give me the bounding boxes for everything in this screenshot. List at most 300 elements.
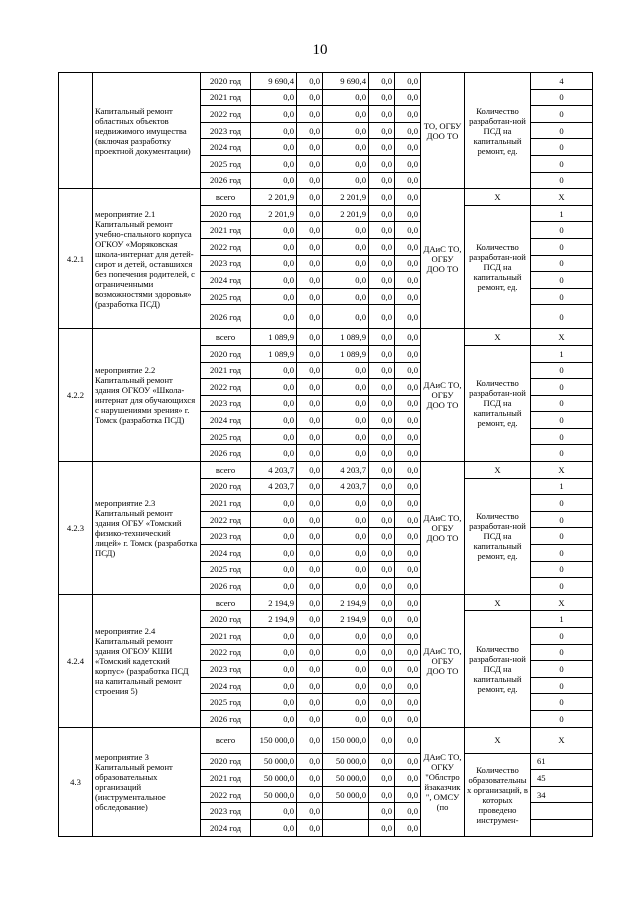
federal-value: 0,0 bbox=[297, 578, 323, 595]
year-cell: всего bbox=[201, 329, 251, 346]
local-value: 0,0 bbox=[369, 205, 395, 222]
year-cell: 2022 год bbox=[201, 511, 251, 528]
local-value: 0,0 bbox=[369, 495, 395, 512]
local-value: 0,0 bbox=[369, 478, 395, 495]
year-cell: 2023 год bbox=[201, 255, 251, 272]
other-value: 0,0 bbox=[395, 205, 421, 222]
local-value: 0,0 bbox=[369, 155, 395, 172]
target-value: 0 bbox=[531, 255, 593, 272]
federal-value: 0,0 bbox=[297, 819, 323, 836]
federal-value: 0,0 bbox=[297, 255, 323, 272]
total-value: 0,0 bbox=[251, 445, 297, 462]
total-value: 1 089,9 bbox=[251, 345, 297, 362]
year-cell: 2022 год bbox=[201, 644, 251, 661]
local-value: 0,0 bbox=[369, 122, 395, 139]
regional-value: 0,0 bbox=[323, 89, 369, 106]
year-cell: 2026 год bbox=[201, 445, 251, 462]
local-value: 0,0 bbox=[369, 106, 395, 123]
federal-value: 0,0 bbox=[297, 305, 323, 329]
local-value: 0,0 bbox=[369, 561, 395, 578]
target-value: 0 bbox=[531, 428, 593, 445]
target-value bbox=[531, 803, 593, 820]
regional-value: 0,0 bbox=[323, 172, 369, 189]
regional-value: 0,0 bbox=[323, 578, 369, 595]
federal-value: 0,0 bbox=[297, 677, 323, 694]
indicator-x: Х bbox=[465, 189, 531, 206]
item-number: 4.2.4 bbox=[59, 594, 93, 727]
federal-value: 0,0 bbox=[297, 345, 323, 362]
total-value: 0,0 bbox=[251, 803, 297, 820]
other-value: 0,0 bbox=[395, 495, 421, 512]
year-cell: всего bbox=[201, 462, 251, 479]
year-cell: 2020 год bbox=[201, 345, 251, 362]
total-value: 0,0 bbox=[251, 511, 297, 528]
item-name: Капитальный ремонт областных объектов недвижимого имущества (включая разработку проектной документации) bbox=[93, 73, 201, 189]
total-value: 0,0 bbox=[251, 819, 297, 836]
federal-value: 0,0 bbox=[297, 412, 323, 429]
other-value: 0,0 bbox=[395, 786, 421, 803]
federal-value: 0,0 bbox=[297, 511, 323, 528]
other-value: 0,0 bbox=[395, 661, 421, 678]
item-name: мероприятие 2.3 Капитальный ремонт здания ОГБУ «Томский физико-технический лицей» г. Томск (разработка ПСД) bbox=[93, 462, 201, 595]
other-value: 0,0 bbox=[395, 272, 421, 289]
federal-value: 0,0 bbox=[297, 288, 323, 305]
target-value: 4 bbox=[531, 73, 593, 90]
regional-value: 0,0 bbox=[323, 255, 369, 272]
total-value: 50 000,0 bbox=[251, 753, 297, 770]
target-value: 0 bbox=[531, 628, 593, 645]
year-cell: 2020 год bbox=[201, 611, 251, 628]
regional-value: 0,0 bbox=[323, 428, 369, 445]
federal-value: 0,0 bbox=[297, 661, 323, 678]
year-cell: 2026 год bbox=[201, 710, 251, 727]
total-value: 0,0 bbox=[251, 561, 297, 578]
regional-value: 0,0 bbox=[323, 106, 369, 123]
other-value: 0,0 bbox=[395, 106, 421, 123]
target-value: 1 bbox=[531, 611, 593, 628]
local-value: 0,0 bbox=[369, 770, 395, 787]
regional-value: 0,0 bbox=[323, 222, 369, 239]
target-value: 1 bbox=[531, 478, 593, 495]
target-value: 0 bbox=[531, 661, 593, 678]
federal-value: 0,0 bbox=[297, 770, 323, 787]
year-cell: 2024 год bbox=[201, 139, 251, 156]
other-value: 0,0 bbox=[395, 803, 421, 820]
year-row bbox=[59, 73, 593, 90]
federal-value: 0,0 bbox=[297, 495, 323, 512]
local-value: 0,0 bbox=[369, 73, 395, 90]
year-cell: 2021 год bbox=[201, 628, 251, 645]
total-value: 0,0 bbox=[251, 272, 297, 289]
year-cell: 2021 год bbox=[201, 770, 251, 787]
item-number: 4.2.2 bbox=[59, 329, 93, 462]
other-value: 0,0 bbox=[395, 628, 421, 645]
target-value: 45 bbox=[531, 770, 593, 787]
total-value: 0,0 bbox=[251, 238, 297, 255]
target-value: Х bbox=[531, 462, 593, 479]
total-value: 0,0 bbox=[251, 644, 297, 661]
federal-value: 0,0 bbox=[297, 362, 323, 379]
federal-value: 0,0 bbox=[297, 561, 323, 578]
other-value: 0,0 bbox=[395, 172, 421, 189]
executor-cell: ДАиС ТО, ОГБУ ДОО ТО bbox=[421, 594, 465, 727]
item-number: 4.2.3 bbox=[59, 462, 93, 595]
year-cell: 2023 год bbox=[201, 661, 251, 678]
total-value: 0,0 bbox=[251, 545, 297, 562]
local-value: 0,0 bbox=[369, 803, 395, 820]
local-value: 0,0 bbox=[369, 628, 395, 645]
local-value: 0,0 bbox=[369, 445, 395, 462]
local-value: 0,0 bbox=[369, 329, 395, 346]
local-value: 0,0 bbox=[369, 462, 395, 479]
other-value: 0,0 bbox=[395, 428, 421, 445]
other-value: 0,0 bbox=[395, 561, 421, 578]
year-cell: 2026 год bbox=[201, 172, 251, 189]
other-value: 0,0 bbox=[395, 819, 421, 836]
federal-value: 0,0 bbox=[297, 628, 323, 645]
target-value: 0 bbox=[531, 222, 593, 239]
federal-value: 0,0 bbox=[297, 73, 323, 90]
target-value: Х bbox=[531, 594, 593, 611]
other-value: 0,0 bbox=[395, 89, 421, 106]
local-value: 0,0 bbox=[369, 89, 395, 106]
federal-value: 0,0 bbox=[297, 189, 323, 206]
regional-value: 0,0 bbox=[323, 511, 369, 528]
indicator-cell: Количество разработан-ной ПСД на капитальный ремонт, ед. bbox=[465, 345, 531, 461]
other-value: 0,0 bbox=[395, 345, 421, 362]
year-cell: 2021 год bbox=[201, 222, 251, 239]
local-value: 0,0 bbox=[369, 545, 395, 562]
regional-value: 50 000,0 bbox=[323, 753, 369, 770]
local-value: 0,0 bbox=[369, 139, 395, 156]
year-cell: всего bbox=[201, 727, 251, 753]
local-value: 0,0 bbox=[369, 428, 395, 445]
year-cell: 2025 год bbox=[201, 288, 251, 305]
year-cell: 2021 год bbox=[201, 89, 251, 106]
year-cell: 2020 год bbox=[201, 73, 251, 90]
local-value: 0,0 bbox=[369, 379, 395, 396]
total-value: 4 203,7 bbox=[251, 478, 297, 495]
local-value: 0,0 bbox=[369, 395, 395, 412]
executor-cell: ДАиС ТО, ОГКУ "Облстройзаказчик", ОМСУ (по bbox=[421, 727, 465, 836]
year-cell: 2022 год bbox=[201, 379, 251, 396]
target-value: 61 bbox=[531, 753, 593, 770]
total-value: 0,0 bbox=[251, 255, 297, 272]
local-value: 0,0 bbox=[369, 819, 395, 836]
year-cell: всего bbox=[201, 594, 251, 611]
total-value: 2 201,9 bbox=[251, 205, 297, 222]
other-value: 0,0 bbox=[395, 545, 421, 562]
other-value: 0,0 bbox=[395, 288, 421, 305]
total-value: 0,0 bbox=[251, 677, 297, 694]
total-row bbox=[59, 189, 593, 206]
local-value: 0,0 bbox=[369, 753, 395, 770]
total-value: 0,0 bbox=[251, 495, 297, 512]
year-cell: 2020 год bbox=[201, 205, 251, 222]
year-cell: 2022 год bbox=[201, 786, 251, 803]
target-value: 0 bbox=[531, 578, 593, 595]
local-value: 0,0 bbox=[369, 288, 395, 305]
target-value: 0 bbox=[531, 395, 593, 412]
year-cell: 2021 год bbox=[201, 495, 251, 512]
other-value: 0,0 bbox=[395, 753, 421, 770]
total-value: 0,0 bbox=[251, 412, 297, 429]
target-value: 0 bbox=[531, 528, 593, 545]
total-value: 0,0 bbox=[251, 222, 297, 239]
local-value: 0,0 bbox=[369, 222, 395, 239]
target-value: 0 bbox=[531, 238, 593, 255]
target-value: 0 bbox=[531, 511, 593, 528]
target-value: 0 bbox=[531, 362, 593, 379]
local-value: 0,0 bbox=[369, 611, 395, 628]
total-value: 0,0 bbox=[251, 379, 297, 396]
federal-value: 0,0 bbox=[297, 329, 323, 346]
regional-value: 0,0 bbox=[323, 710, 369, 727]
federal-value: 0,0 bbox=[297, 428, 323, 445]
total-value: 0,0 bbox=[251, 288, 297, 305]
indicator-x: Х bbox=[465, 329, 531, 346]
local-value: 0,0 bbox=[369, 594, 395, 611]
other-value: 0,0 bbox=[395, 677, 421, 694]
regional-value: 0,0 bbox=[323, 628, 369, 645]
year-cell: всего bbox=[201, 189, 251, 206]
federal-value: 0,0 bbox=[297, 462, 323, 479]
target-value: 1 bbox=[531, 345, 593, 362]
year-cell: 2024 год bbox=[201, 677, 251, 694]
regional-value: 0,0 bbox=[323, 379, 369, 396]
other-value: 0,0 bbox=[395, 511, 421, 528]
year-cell: 2022 год bbox=[201, 238, 251, 255]
year-cell: 2026 год bbox=[201, 305, 251, 329]
target-value: 0 bbox=[531, 644, 593, 661]
regional-value: 0,0 bbox=[323, 288, 369, 305]
federal-value: 0,0 bbox=[297, 379, 323, 396]
regional-value: 0,0 bbox=[323, 495, 369, 512]
total-value: 2 194,9 bbox=[251, 594, 297, 611]
local-value: 0,0 bbox=[369, 528, 395, 545]
item-number: 4.3 bbox=[59, 727, 93, 836]
total-value: 0,0 bbox=[251, 628, 297, 645]
federal-value: 0,0 bbox=[297, 594, 323, 611]
target-value: 0 bbox=[531, 272, 593, 289]
local-value: 0,0 bbox=[369, 189, 395, 206]
year-cell: 2024 год bbox=[201, 412, 251, 429]
local-value: 0,0 bbox=[369, 345, 395, 362]
local-value: 0,0 bbox=[369, 644, 395, 661]
target-value: 0 bbox=[531, 561, 593, 578]
other-value: 0,0 bbox=[395, 395, 421, 412]
target-value: 0 bbox=[531, 89, 593, 106]
regional-value: 0,0 bbox=[323, 395, 369, 412]
federal-value: 0,0 bbox=[297, 803, 323, 820]
federal-value: 0,0 bbox=[297, 139, 323, 156]
item-number: 4.2.1 bbox=[59, 189, 93, 329]
federal-value: 0,0 bbox=[297, 528, 323, 545]
regional-value: 2 194,9 bbox=[323, 594, 369, 611]
target-value: Х bbox=[531, 329, 593, 346]
total-value: 0,0 bbox=[251, 305, 297, 329]
year-cell: 2023 год bbox=[201, 803, 251, 820]
local-value: 0,0 bbox=[369, 172, 395, 189]
other-value: 0,0 bbox=[395, 445, 421, 462]
local-value: 0,0 bbox=[369, 412, 395, 429]
target-value: 0 bbox=[531, 305, 593, 329]
local-value: 0,0 bbox=[369, 661, 395, 678]
year-cell: 2021 год bbox=[201, 362, 251, 379]
indicator-x: Х bbox=[465, 727, 531, 753]
local-value: 0,0 bbox=[369, 694, 395, 711]
regional-value: 9 690,4 bbox=[323, 73, 369, 90]
local-value: 0,0 bbox=[369, 677, 395, 694]
indicator-cell: Количество разработан-ной ПСД на капитальный ремонт, ед. bbox=[465, 478, 531, 594]
total-value: 0,0 bbox=[251, 89, 297, 106]
other-value: 0,0 bbox=[395, 122, 421, 139]
regional-value: 2 194,9 bbox=[323, 611, 369, 628]
local-value: 0,0 bbox=[369, 710, 395, 727]
regional-value: 0,0 bbox=[323, 528, 369, 545]
regional-value: 50 000,0 bbox=[323, 770, 369, 787]
total-value: 0,0 bbox=[251, 528, 297, 545]
target-value: 0 bbox=[531, 445, 593, 462]
target-value: 0 bbox=[531, 495, 593, 512]
executor-cell: ДАиС ТО, ОГБУ ДОО ТО bbox=[421, 189, 465, 329]
regional-value: 0,0 bbox=[323, 412, 369, 429]
year-cell: 2025 год bbox=[201, 561, 251, 578]
federal-value: 0,0 bbox=[297, 122, 323, 139]
total-value: 0,0 bbox=[251, 106, 297, 123]
indicator-cell: Количество разработан-ной ПСД на капитальный ремонт, ед. bbox=[465, 73, 531, 189]
federal-value: 0,0 bbox=[297, 222, 323, 239]
total-value: 4 203,7 bbox=[251, 462, 297, 479]
local-value: 0,0 bbox=[369, 578, 395, 595]
other-value: 0,0 bbox=[395, 305, 421, 329]
other-value: 0,0 bbox=[395, 462, 421, 479]
other-value: 0,0 bbox=[395, 155, 421, 172]
target-value: 0 bbox=[531, 379, 593, 396]
executor-cell: ТО, ОГБУ ДОО ТО bbox=[421, 73, 465, 189]
year-cell: 2025 год bbox=[201, 694, 251, 711]
other-value: 0,0 bbox=[395, 362, 421, 379]
regional-value: 0,0 bbox=[323, 238, 369, 255]
other-value: 0,0 bbox=[395, 694, 421, 711]
indicator-x: Х bbox=[465, 594, 531, 611]
year-cell: 2024 год bbox=[201, 272, 251, 289]
target-value: Х bbox=[531, 727, 593, 753]
federal-value: 0,0 bbox=[297, 478, 323, 495]
total-row bbox=[59, 462, 593, 479]
regional-value: 0,0 bbox=[323, 122, 369, 139]
local-value: 0,0 bbox=[369, 727, 395, 753]
total-value: 150 000,0 bbox=[251, 727, 297, 753]
year-cell: 2026 год bbox=[201, 578, 251, 595]
local-value: 0,0 bbox=[369, 238, 395, 255]
total-value: 0,0 bbox=[251, 395, 297, 412]
federal-value: 0,0 bbox=[297, 611, 323, 628]
target-value: 0 bbox=[531, 545, 593, 562]
indicator-x: Х bbox=[465, 462, 531, 479]
other-value: 0,0 bbox=[395, 73, 421, 90]
item-name: мероприятие 2.2 Капитальный ремонт здания ОГКОУ «Школа-интернат для обучающихся с нарушениями зрения» г. Томск (разработка ПСД) bbox=[93, 329, 201, 462]
total-value: 0,0 bbox=[251, 428, 297, 445]
total-value: 50 000,0 bbox=[251, 786, 297, 803]
regional-value: 0,0 bbox=[323, 677, 369, 694]
other-value: 0,0 bbox=[395, 644, 421, 661]
total-value: 0,0 bbox=[251, 155, 297, 172]
regional-value: 4 203,7 bbox=[323, 462, 369, 479]
total-value: 1 089,9 bbox=[251, 329, 297, 346]
target-value: 0 bbox=[531, 710, 593, 727]
federal-value: 0,0 bbox=[297, 710, 323, 727]
year-cell: 2020 год bbox=[201, 478, 251, 495]
local-value: 0,0 bbox=[369, 305, 395, 329]
target-value: Х bbox=[531, 189, 593, 206]
other-value: 0,0 bbox=[395, 727, 421, 753]
other-value: 0,0 bbox=[395, 329, 421, 346]
total-row bbox=[59, 594, 593, 611]
total-value: 0,0 bbox=[251, 578, 297, 595]
year-cell: 2022 год bbox=[201, 106, 251, 123]
regional-value: 0,0 bbox=[323, 272, 369, 289]
regional-value: 2 201,9 bbox=[323, 189, 369, 206]
regional-value: 0,0 bbox=[323, 362, 369, 379]
federal-value: 0,0 bbox=[297, 644, 323, 661]
target-value: 0 bbox=[531, 288, 593, 305]
regional-value bbox=[323, 819, 369, 836]
local-value: 0,0 bbox=[369, 255, 395, 272]
year-cell: 2023 год bbox=[201, 122, 251, 139]
target-value: 0 bbox=[531, 677, 593, 694]
regional-value: 150 000,0 bbox=[323, 727, 369, 753]
total-value: 2 194,9 bbox=[251, 611, 297, 628]
total-value: 0,0 bbox=[251, 362, 297, 379]
indicator-cell: Количество образовательных организаций, в которых проведено инструмен- bbox=[465, 753, 531, 836]
total-value: 0,0 bbox=[251, 694, 297, 711]
year-cell: 2024 год bbox=[201, 819, 251, 836]
total-value: 0,0 bbox=[251, 172, 297, 189]
indicator-cell: Количество разработан-ной ПСД на капитальный ремонт, ед. bbox=[465, 205, 531, 329]
federal-value: 0,0 bbox=[297, 445, 323, 462]
total-row bbox=[59, 727, 593, 753]
other-value: 0,0 bbox=[395, 238, 421, 255]
regional-value: 0,0 bbox=[323, 644, 369, 661]
federal-value: 0,0 bbox=[297, 172, 323, 189]
local-value: 0,0 bbox=[369, 272, 395, 289]
other-value: 0,0 bbox=[395, 594, 421, 611]
year-cell: 2025 год bbox=[201, 155, 251, 172]
regional-value: 1 089,9 bbox=[323, 345, 369, 362]
item-name: мероприятие 2.1 Капитальный ремонт учебно-спального корпуса ОГКОУ «Моряковская школа-интернат для детей-сирот и детей, оставшихся без попечения родителей, с ограниченными возможностями здоровья» (разработка ПСД) bbox=[93, 189, 201, 329]
regional-value: 0,0 bbox=[323, 155, 369, 172]
target-value: 0 bbox=[531, 139, 593, 156]
total-value: 9 690,4 bbox=[251, 73, 297, 90]
federal-value: 0,0 bbox=[297, 545, 323, 562]
target-value: 0 bbox=[531, 412, 593, 429]
federal-value: 0,0 bbox=[297, 753, 323, 770]
executor-cell: ДАиС ТО, ОГБУ ДОО ТО bbox=[421, 462, 465, 595]
federal-value: 0,0 bbox=[297, 106, 323, 123]
target-value: 0 bbox=[531, 155, 593, 172]
total-value: 0,0 bbox=[251, 139, 297, 156]
regional-value: 50 000,0 bbox=[323, 786, 369, 803]
local-value: 0,0 bbox=[369, 511, 395, 528]
other-value: 0,0 bbox=[395, 478, 421, 495]
regional-value: 0,0 bbox=[323, 305, 369, 329]
budget-table bbox=[58, 72, 593, 837]
total-value: 0,0 bbox=[251, 710, 297, 727]
other-value: 0,0 bbox=[395, 611, 421, 628]
target-value: 1 bbox=[531, 205, 593, 222]
page-number: 10 bbox=[312, 42, 328, 58]
